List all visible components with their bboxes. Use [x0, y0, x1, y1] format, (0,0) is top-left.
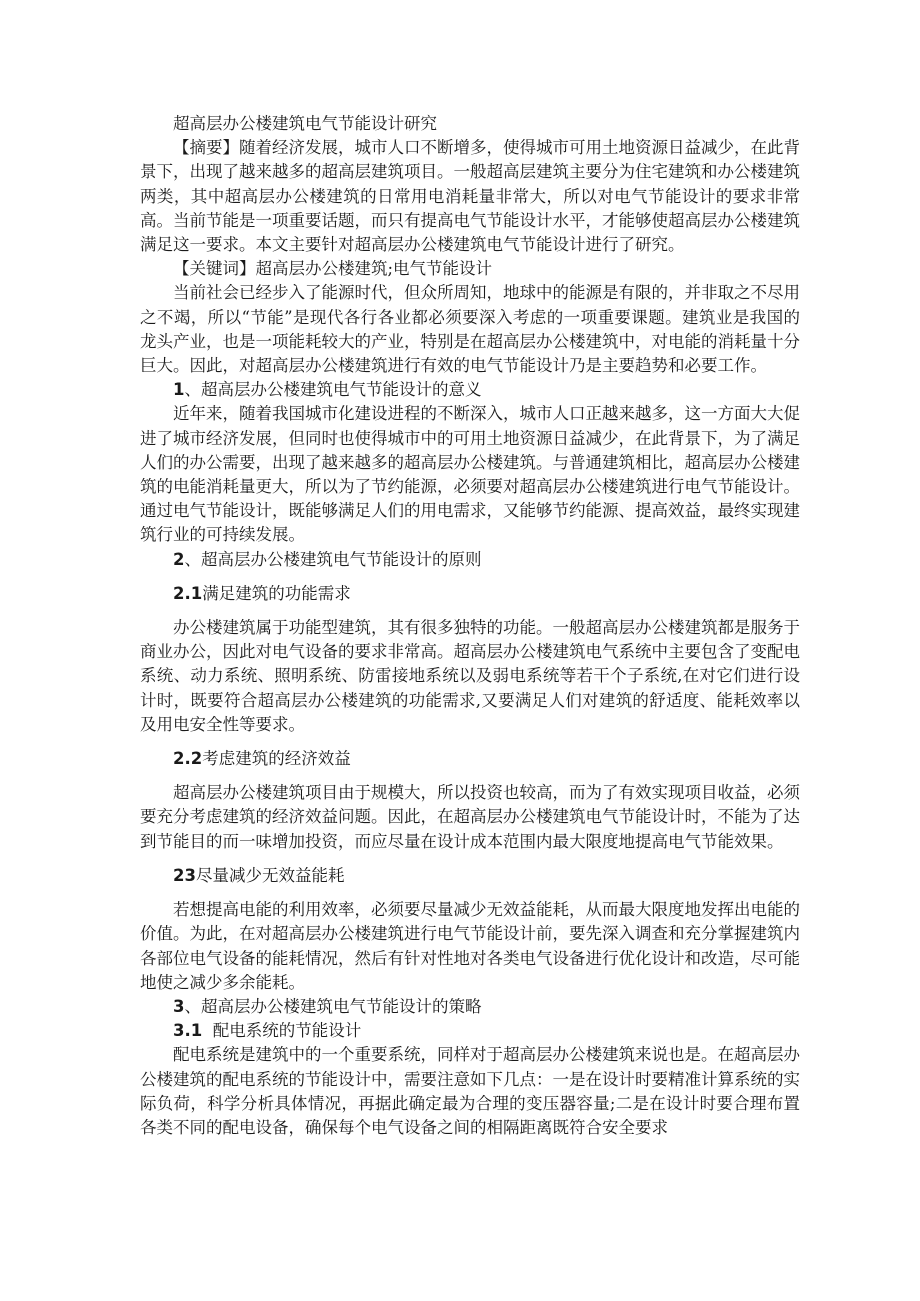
section-1-paragraph: 近年来，随着我国城市化建设进程的不断深入，城市人口正越来越多，这一方面大大促进了城市经济发展，但同时也使得城市中的可用土地资源日益减少，在此背景下，为了满足人们的办公需要，出现了越来越多的超高层办公楼建筑。与普通建筑相比，超高层办公楼建筑的电能消耗量更大，所以为了节约能源，必须要对超高层办公楼建筑进行电气节能设计。通过电气节能设计，既能够满足人们的用电需求，又能够节约能源、提高效益，最终实现建筑行业的可持续发展。 [140, 404, 800, 545]
subsection-3-1-number: 3.1 [173, 1021, 203, 1041]
section-1-title: 、超高层办公楼建筑电气节能设计的意义 [184, 380, 482, 400]
subsection-2-1-title: 满足建筑的功能需求 [202, 583, 351, 603]
subsection-2-3-number: 23 [173, 865, 196, 885]
subsection-2-2-paragraph: 超高层办公楼建筑项目由于规模大，所以投资也较高，而为了有效实现项目收益，必须要充分考虑建筑的经济效益问题。因此，在超高层办公楼建筑电气节能设计时，不能为了达到节能目的而一味增加投资，而应尽量在设计成本范围内最大限度地提高电气节能效果。 [140, 783, 800, 851]
subsection-2-2-heading [140, 747, 800, 771]
abstract-paragraph: 【摘要】随着经济发展，城市人口不断增多，使得城市可用土地资源日益减少，在此背景下，出现了越来越多的超高层建筑项目。一般超高层建筑主要分为住宅建筑和办公楼建筑两类，其中超高层办公楼建筑的日常用电消耗量非常大，所以对电气节能设计的要求非常高。当前节能是一项重要话题，而只有提高电气节能设计水平，才能够使超高层办公楼建筑满足这一要求。本文主要针对超高层办公楼建筑电气节能设计进行了研究。 [140, 138, 800, 255]
section-3-heading [140, 995, 800, 1019]
document-body [140, 112, 800, 1140]
keywords-paragraph: 【关键词】超高层办公楼建筑;电气节能设计 [173, 259, 493, 279]
subsection-2-3-heading [140, 864, 800, 888]
section-2-title: 、超高层办公楼建筑电气节能设计的原则 [184, 549, 482, 569]
subsection-2-3-title: 尽量减少无效益能耗 [195, 865, 345, 885]
section-2-number: 2 [173, 549, 185, 569]
section-2-heading [140, 548, 800, 572]
document-title: 超高层办公楼建筑电气节能设计研究 [173, 114, 437, 133]
subsection-2-1-paragraph: 办公楼建筑属于功能型建筑，其有很多独特的功能。一般超高层办公楼建筑都是服务于商业办公，因此对电气设备的要求非常高。超高层办公楼建筑电气系统中主要包含了变配电系统、动力系统、照明系统、防雷接地系统以及弱电系统等若干个子系统,在对它们进行设计时，既要符合超高层办公楼建筑的功能需求,又要满足人们对建筑的舒适度、能耗效率以及用电安全性等要求。 [140, 618, 800, 734]
section-3-number: 3 [173, 996, 185, 1016]
subsection-3-1-heading [140, 1019, 800, 1043]
section-3-title: 、超高层办公楼建筑电气节能设计的策略 [184, 996, 482, 1016]
subsection-3-1-paragraph: 配电系统是建筑中的一个重要系统，同样对于超高层办公楼建筑来说也是。在超高层办公楼建筑的配电系统的节能设计中，需要注意如下几点：一是在设计时要精准计算系统的实际负荷，科学分析具体情况，再据此确定最为合理的变压器容量;二是在设计时要合理布置各类不同的配电设备，确保每个电气设备之间的相隔距离既符合安全要求 [140, 1045, 800, 1137]
section-1-number: 1 [173, 380, 185, 400]
subsection-2-1-heading [140, 582, 800, 606]
subsection-2-2-number: 2.2 [173, 749, 203, 769]
intro-paragraph: 当前社会已经步入了能源时代，但众所周知，地球中的能源是有限的，并非取之不尽用之不竭，所以“节能”是现代各行各业都必须要深入考虑的一项重要课题。建筑业是我国的龙头产业，也是一项能耗较大的产业，特别是在超高层办公楼建筑中，对电能的消耗量十分巨大。因此，对超高层办公楼建筑进行有效的电气节能设计乃是主要趋势和必要工作。 [140, 283, 800, 376]
subsection-3-1-title: 配电系统的节能设计 [212, 1021, 362, 1041]
subsection-2-1-number: 2.1 [173, 583, 203, 603]
section-1-heading [140, 378, 800, 402]
subsection-2-3-paragraph: 若想提高电能的利用效率，必须要尽量减少无效益能耗，从而最大限度地发挥出电能的价值。为此，在对超高层办公楼建筑进行电气节能设计前，要先深入调查和充分掌握建筑内各部位电气设备的能耗情况，然后有针对性地对各类电气设备进行优化设计和改造，尽可能地使之减少多余能耗。 [140, 900, 800, 992]
subsection-2-2-title: 考虑建筑的经济效益 [202, 749, 351, 769]
